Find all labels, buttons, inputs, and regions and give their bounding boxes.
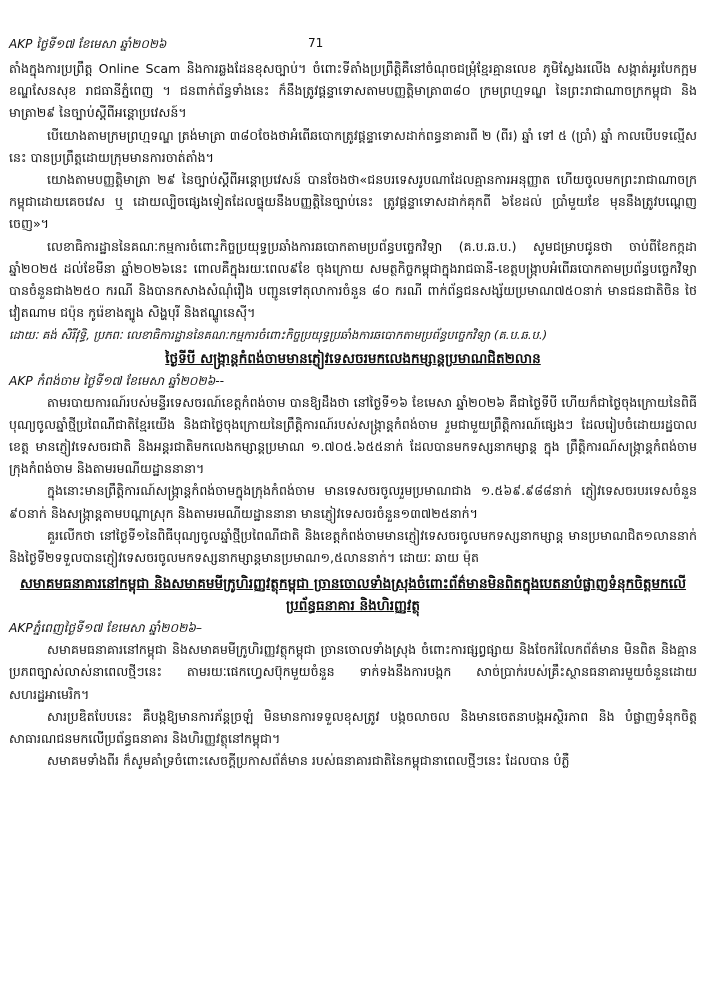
article3-paragraph-2: សារប្រឌិតបែបនេះ គឺបង្កឱ្យមានការភ័ន្តច្រឡំ មិនមានការទទួលខុសត្រូវ បង្កចលាចល និងមានចេតនាបង្កអស្ថិរភាព និង បំផ្លាញទំនុកចិត្តសាធារណជនមកលើប្រព័ន្ធធនាគារ និងហិរញ្ញវត្ថុនៅកម្ពុជា។ <box>9 708 697 747</box>
header-dateline: AKP ថ្ងៃទី១៧ ខែមេសា ឆ្នាំ២០២៦ <box>9 37 167 51</box>
article1-paragraph-3: យោងតាមបញ្ញត្តិមាត្រា ២៩ នៃច្បាប់ស្តីពីអន្តោប្រវេសន៍ បានចែងថា«ជនបរទេសរូបណាដែលគ្មានការអនុញ្ញាត ហើយចូលមកព្រះរាជាណាចក្រកម្ពុជាដោយគេចវេស ឬ ដោយល្បិចផ្សេងទៀតដែលផ្ទុយនឹងបញ្ញត្តិនៃច្បាប់នេះ ត្រូវផ្តន្ទាទោសដាក់គុកពី ៦ខែដល់ ប្រាំមួយខែ មុននឹងត្រូវបណ្តេញចេញ»។ <box>9 172 697 232</box>
article3-paragraph-3: សមាគមទាំងពីរ ក៏សូមគាំទ្រចំពោះសេចក្តីប្រកាសព័ត៌មាន របស់ធនាគារជាតិនៃកម្ពុជានាពេលថ្មីៗនេះ ដែលបាន បំភ្លឺ <box>47 753 570 769</box>
article3-headline: សមាគមធនាគារនៅកម្ពុជា និងសមាគមមីក្រូហិរញ្ញវត្ថុកម្ពុជា ច្រានចោលទាំងស្រុងចំពោះព័ត៌មានមិនពិតក្នុងបេតនាបំផ្លាញទំនុកចិត្តមកលើ ប្រព័ន្ធធនាគារ និងហិរញ្ញវត្ថុ <box>19 576 687 615</box>
article1-paragraph-1: តាំងក្នុងការប្រព្រឹត្ត Online Scam និងការឆ្លងដែនខុសច្បាប់។ ចំពោះទីតាំងប្រព្រឹត្តិគឺនៅចំណុចជម្រុំខ្មែរគ្មានលេខ ភូមិស្លែងរលើង សង្កាត់អូរបែកក្អម ខណ្ឌសែនសុខ រាជធានីភ្នំពេញ ។ ជនពាក់ព័ន្ធទាំងនេះ ក៏នឹងត្រូវផ្តន្ទាទោសតាមបញ្ញត្តិមាត្រា៣៨០ ក្រមព្រហ្មទណ្ឌ នៃព្រះរាជាណាចក្រកម្ពុជា និងមាត្រា២៩ នៃច្បាប់ស្តីពីអន្តោប្រវេសន៍។ <box>9 61 697 121</box>
page-number: 71 <box>308 36 324 50</box>
article2-paragraph-2: ក្នុងនោះមានព្រឹត្តិការណ៍សង្ក្រាន្តកំពង់ចាមក្នុងក្រុងកំពង់ចាម មានទេសចរចូលរួមប្រមាណជាង ១.៥៦៩.៩៨៨នាក់ ភ្ញៀវទេសចរបរទេសចំនួន ៩០នាក់ និងសង្ក្រាន្តតាមបណ្តាស្រុក និងតាមរមណីយដ្ឋាននានា មានភ្ញៀវទេសចរចំនួន១៣៧២៥នាក់។ <box>9 483 697 521</box>
article2-paragraph-3: គួរលើកថា នៅថ្ងៃទី១នៃពិធីបុណ្យចូលឆ្នាំថ្មីប្រពៃណីជាតិ និងខេត្តកំពង់ចាមមានភ្ញៀវទេសចរចូលមកទស្សនាកម្សាន្ត មានប្រមាណជិត១លាននាក់ និងថ្ងៃទី២ទទួលបានភ្ញៀវទេសចរចូលមកទស្សនាកម្សាន្តមានប្រមាណ១,៥លាននាក់។ ដោយៈ ឆាយ ម៉ុត <box>9 527 697 566</box>
article2-dateline: AKP កំពង់ចាម ថ្ងៃទី១៧ ខែមេសា ឆ្នាំ២០២៦-- <box>9 373 225 388</box>
page-header <box>0 36 707 56</box>
page-content <box>9 58 697 772</box>
article2-paragraph-1: តាមរបាយការណ៍របស់មន្ទីរទេសចរណ៍ខេត្តកំពង់ចាម បានឱ្យដឹងថា នៅថ្ងៃទី១៦ ខែមេសា ឆ្នាំ២០២៦ គឺជាថ្ងៃទីបី ហើយក៏ជាថ្ងៃចុងក្រោយនៃពិធីបុណ្យចូលឆ្នាំថ្មីប្រពៃណីជាតិខ្មែរយើង និងជាថ្ងៃចុងក្រោយនៃព្រឹត្តិការណ៍របស់សង្ក្រាន្តកំពង់ចាម រួមជាមួយព្រឹត្តិការណ៍ផ្សេងៗ ដែលរៀបចំដោយរដ្ឋបាលខេត្ត មានភ្ញៀវទេសចរជាតិ និងអន្តរជាតិមកលេងកម្សាន្តប្រមាណ ១.៧០៥.៦៥៥នាក់ ដែលបានមកទស្សនាកម្សាន្ត ក្នុង ព្រឹត្តិការណ៍សង្ក្រាន្តកំពង់ចាម ក្រុងកំពង់ចាម និងតាមរមណីយដ្ឋាននានា។ <box>9 394 697 477</box>
article3-dateline: AKPភ្នំពេញថ្ងៃទី១៧ ខែមេសា ឆ្នាំ២០២៦– <box>9 621 203 636</box>
article1-paragraph-2: បើយោងតាមក្រមព្រហ្មទណ្ឌ ត្រង់មាត្រា ៣៨០ចែងថាអំពើឆបោកត្រូវផ្តន្ទាទោសដាក់ពន្ធនាគារពី ២ (ពីរ) ឆ្នាំ ទៅ ៥ (ប្រាំ) ឆ្នាំ កាលបើបទល្មើសនេះ បានប្រព្រឹត្តដោយក្រុមមានការចាត់តាំង។ <box>9 127 697 165</box>
article1-paragraph-4: លេខាធិការដ្ឋាននៃគណៈកម្មការចំពោះកិច្ចប្រយុទ្ធប្រឆាំងការឆបោកតាមប្រព័ន្ធបច្ចេកវិទ្យា (គ.ប.ឆ.ប.) សូមជម្រាបជូនថា ចាប់ពីខែកក្កដា ឆ្នាំ២០២៥ ដល់ខែមីនា ឆ្នាំ២០២៦នេះ ពោលគឺក្នុងរយៈពេល៩ខែ ចុងក្រោយ សមត្ថកិច្ចកម្ពុជាក្នុងរាជធានី-ខេត្តបង្ក្រាបអំពើឆបោកតាមប្រព័ន្ធបច្ចេកវិទ្យា បានចំនួនជាង២៥០ ករណី និងបានកសាងសំណុំរឿង បញ្ជូនទៅតុលាការចំនួន ៨០ ករណី ពាក់ព័ន្ធជនសង្ស័យប្រមាណ៧៥០នាក់ មានជនជាតិចិន ថៃ វៀតណាម ជប៉ុន កូរ៉េខាងត្បូង សិង្ហបុរី និងឥណ្ឌូនេស៊ី។ <box>9 238 697 321</box>
article3-paragraph-1: សមាគមធនាគារនៅកម្ពុជា និងសមាគមមីក្រូហិរញ្ញវត្ថុកម្ពុជា ច្រានចោលទាំងស្រុង ចំពោះការផ្សព្វផ្សាយ និងចែករំលែកព័ត៌មាន មិនពិត និងគ្មានប្រភពច្បាស់លាស់នាពេលថ្មីៗនេះ តាមរយៈផេកហ្វេសប៊ុកមួយចំនួន ទាក់ទងនឹងការបង្កក សាច់ប្រាក់របស់គ្រឹះស្ថានធនាគារមួយចំនួនដោយសហរដ្ឋអាមេរិក។ <box>9 642 697 702</box>
article2-headline: ថ្ងៃទីបី សង្ក្រាន្តកំពង់ចាមមានភ្ញៀវទេសចរមកលេងកម្សាន្តប្រមាណជិត២លាន <box>165 350 541 367</box>
article1-byline: ដោយៈ គង់ សិរីវុទ្ធិ, ប្រភពៈ លេខាធិការដ្ឋាននៃគណៈកម្មការចំពោះកិច្ចប្រយុទ្ធប្រឆាំងការឆបោកតាមប្រព័ន្ធបច្ចេកវិទ្យា (គ.ប.ឆ.ប.) <box>9 328 548 343</box>
